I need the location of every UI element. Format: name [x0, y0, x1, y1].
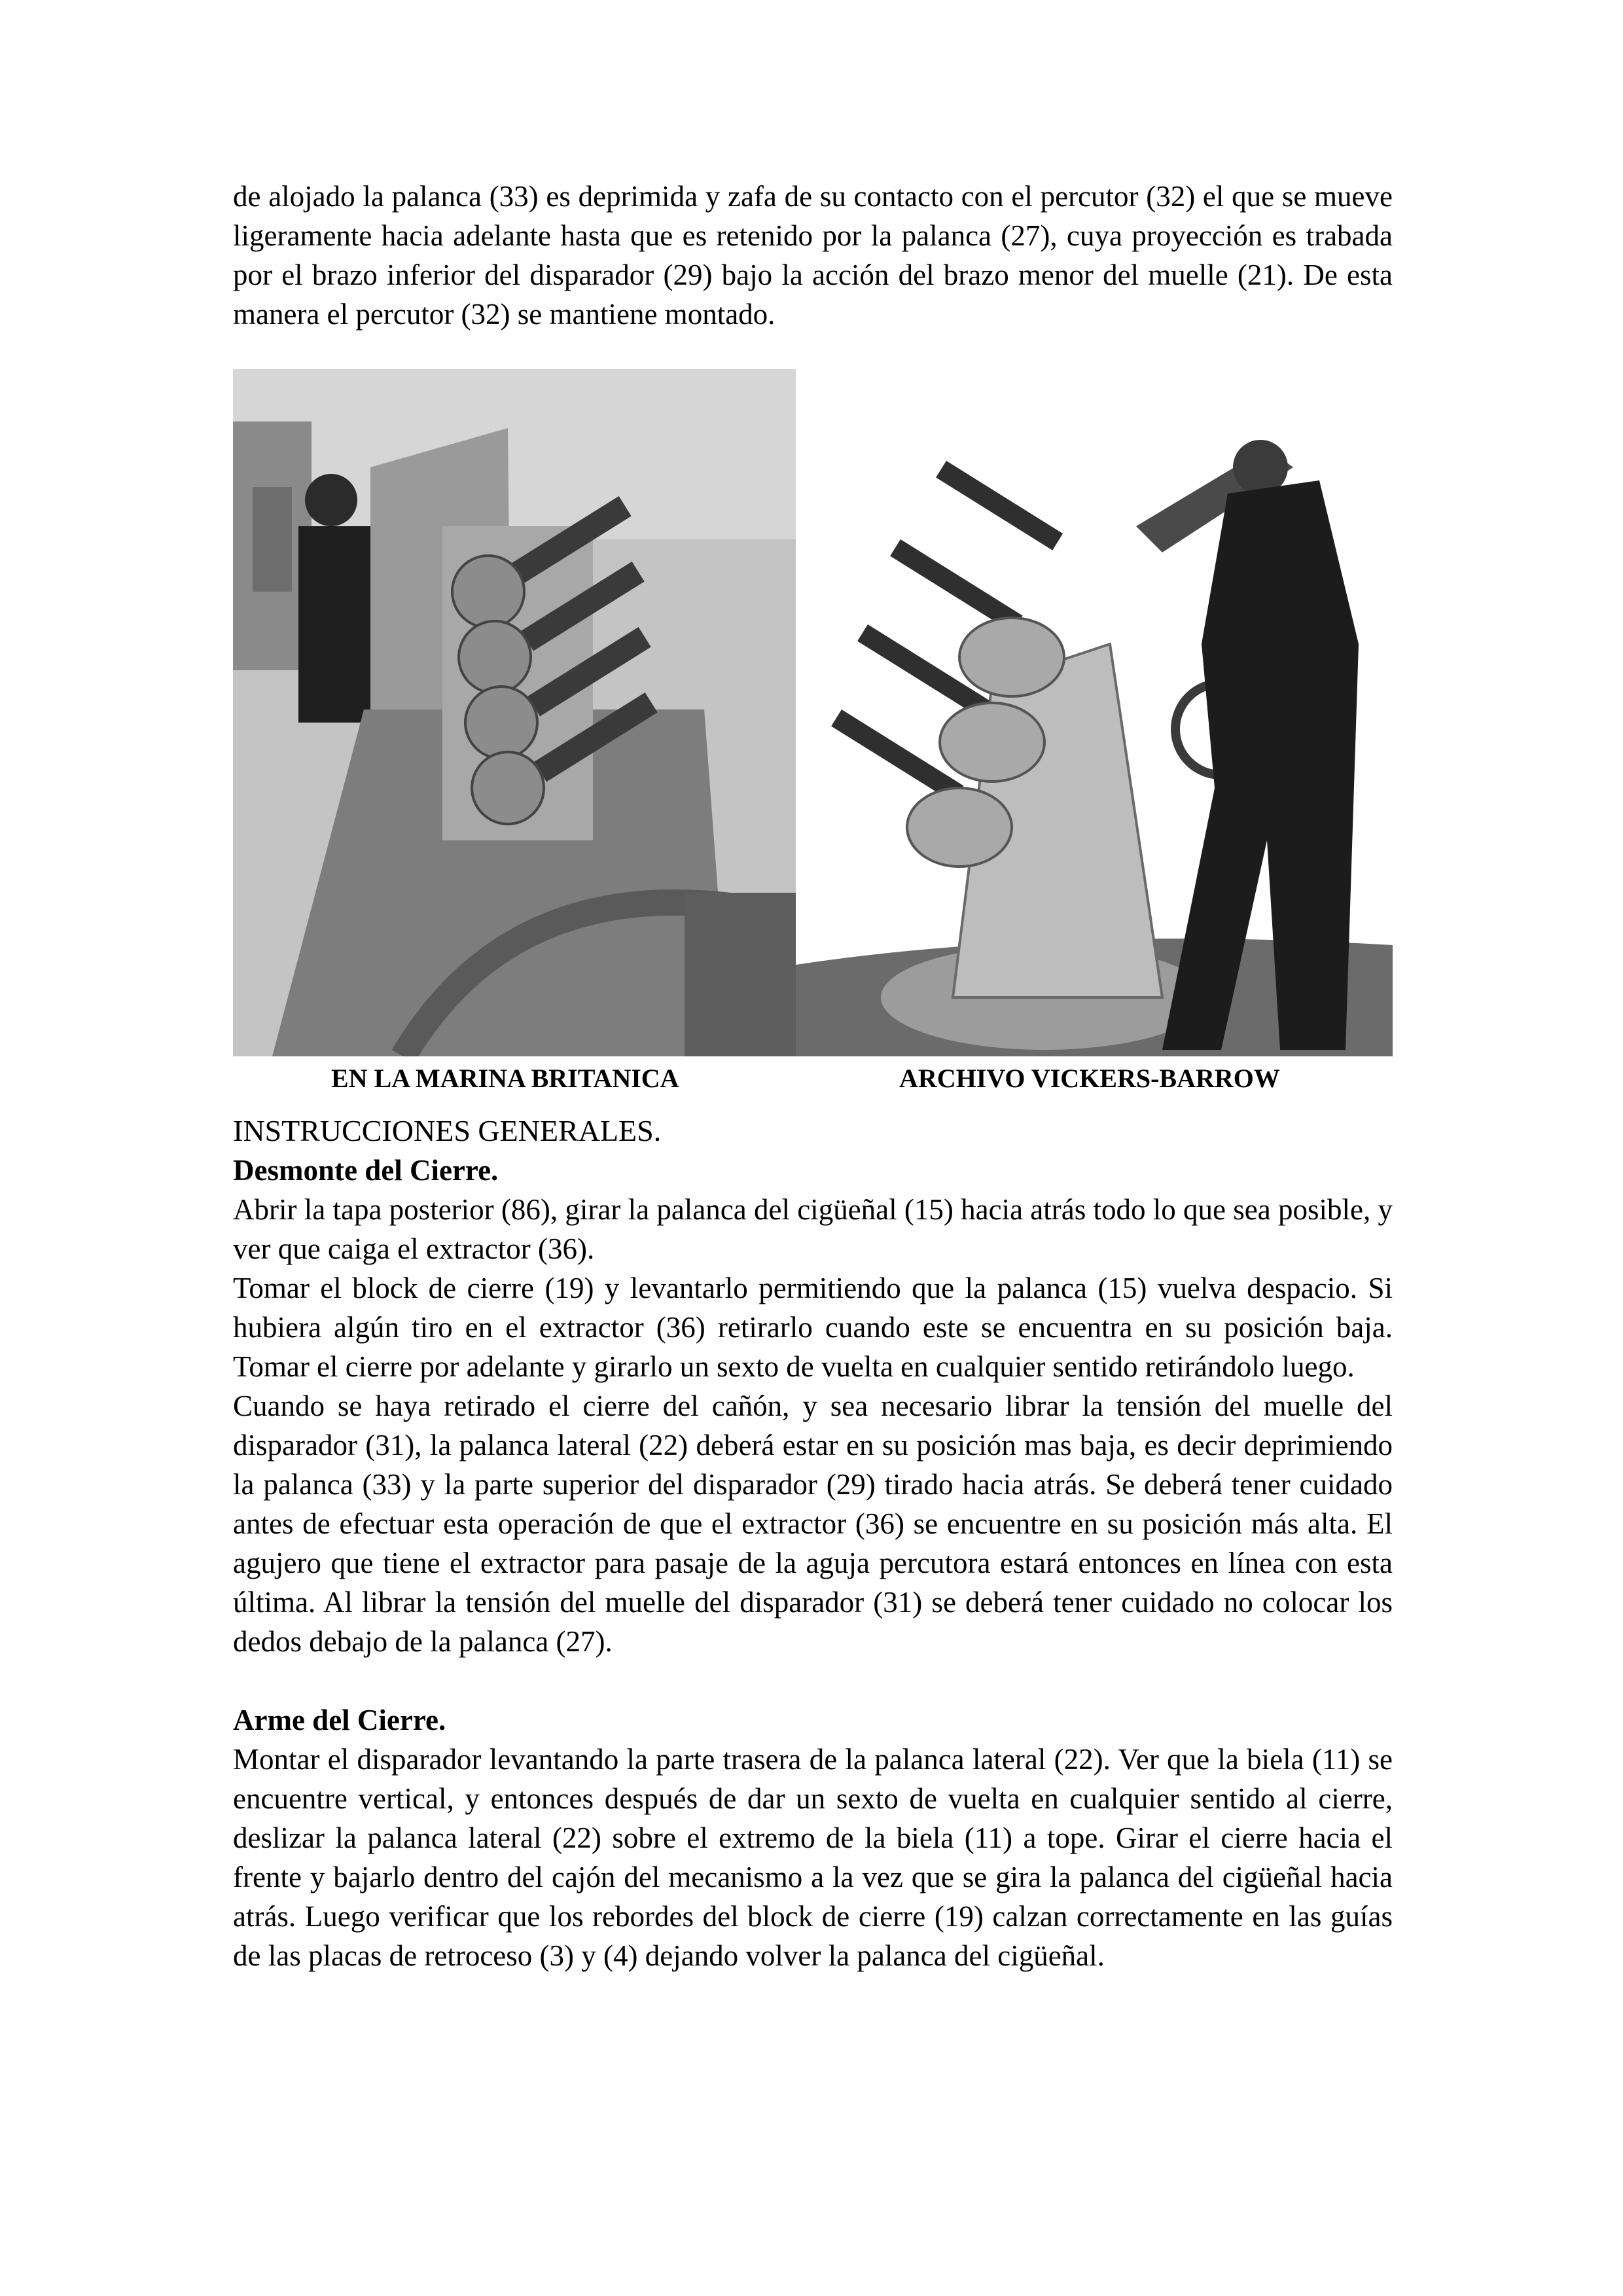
photo-vickers-gun-mount [796, 369, 1393, 1056]
royal-navy-gun-illustration [233, 369, 796, 1056]
section-title-text: INSTRUCCIONES GENERALES [233, 1114, 654, 1147]
section-title-period: . [653, 1114, 662, 1147]
desmonte-paragraph-1: Abrir la tapa posterior (86), girar la palanca del cigüeñal (15) hacia atrás todo lo que sea posible, y ver que caiga el extractor (36). [233, 1193, 1393, 1265]
desmonte-heading: Desmonte del Cierre. [233, 1154, 499, 1187]
right-photo-caption: ARCHIVO VICKERS-BARROW [899, 1064, 1280, 1093]
section-title [233, 1111, 1393, 1151]
photo-row [233, 369, 1393, 1056]
photo-royal-navy-gun-mount [233, 369, 796, 1056]
desmonte-paragraph-2: Tomar el block de cierre (19) y levantarlo permitiendo que la palanca (15) vuelva despacio. Si hubiera algún tiro en el extractor (36) retirarlo cuando este se encuentra en su posición baja. Tomar el cierre por adelante y girarlo un sexto de vuelta en cualquier sentido retirándolo luego. [233, 1272, 1393, 1383]
arme-heading: Arme del Cierre. [233, 1704, 446, 1736]
intro-paragraph: de alojado la palanca (33) es deprimida y zafa de su contacto con el percutor (32) el que se mueve ligeramente hacia adelante hasta que es retenido por la palanca (27), cuya proyección es trabada por el brazo inferior del disparador (29) bajo la acción del brazo menor del muelle (21). De esta manera el percutor (32) se mantiene montado. [233, 180, 1393, 331]
vickers-gun-illustration [796, 369, 1393, 1056]
document-page [233, 177, 1393, 1975]
desmonte-paragraph-3: Cuando se haya retirado el cierre del cañón, y sea necesario librar la tensión del muelle del disparador (31), la palanca lateral (22) deberá estar en su posición mas baja, es decir deprimiendo la palanca (33) y la parte superior del disparador (29) tirado hacia atrás. Se deberá tener cuidado antes de efectuar esta operación de que el extractor (36) se encuentre en su posición más alta. El agujero que tiene el extractor para pasaje de la aguja percutora estará entonces en línea con esta última. Al librar la tensión del muelle del disparador (31) se deberá tener cuidado no colocar los dedos debajo de la palanca (27). [233, 1390, 1393, 1658]
photo-captions [233, 1059, 1393, 1098]
arme-paragraph: Montar el disparador levantando la parte trasera de la palanca lateral (22). Ver que la biela (11) se encuentre vertical, y entonces después de dar un sexto de vuelta en cualquier sentido al cierre, deslizar la palanca lateral (22) sobre el extremo de la biela (11) a tope. Girar el cierre hacia el frente y bajarlo dentro del cajón del mecanismo a la vez que se gira la palanca del cigüeñal hacia atrás. Luego verificar que los rebordes del block de cierre (19) calzan correctamente en las guías de las placas de retroceso (3) y (4) dejando volver la palanca del cigüeñal. [233, 1743, 1393, 1972]
section-gap [233, 1661, 1393, 1700]
left-photo-caption: EN LA MARINA BRITANICA [331, 1064, 679, 1093]
